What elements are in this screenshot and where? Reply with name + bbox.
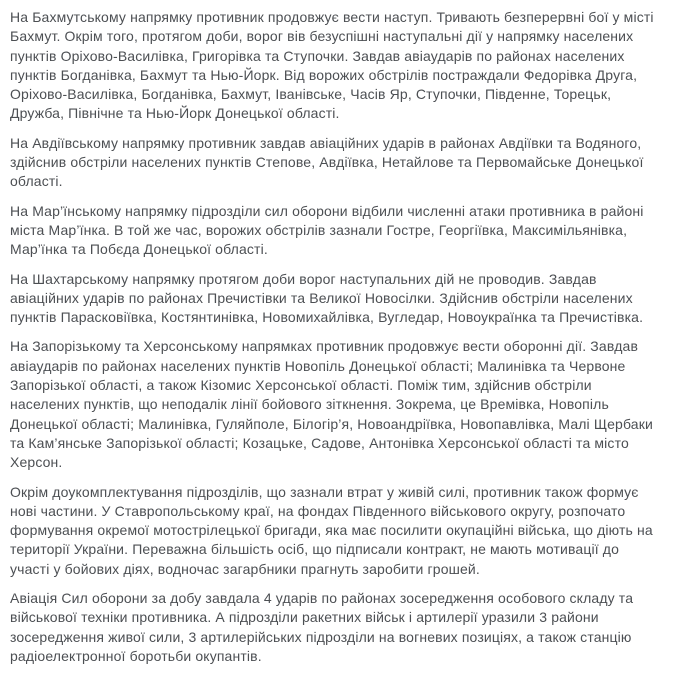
paragraph-marinka-direction: На Мар’їнському напрямку підрозділи сил оборони відбили численні атаки противника в районі міста Мар’їнка. В той же час, ворожих обстрілів зазнали Гостре, Георгіївка, Максимільянівка, Мар’їнка та Побєда Донецької області. — [10, 202, 644, 258]
paragraph-enemy-new-units: Окрім доукомплектування підрозділів, що зазнали втрат у живій силі, противник також формує нові частини. У Ставропольському краї, на фондах Південного військового округу, розпочато формування окремої мотострілецької бригади, яка має посилити окупаційні війська, що діють на території України. Переважна більшість осіб, що підписали контракт, не мають мотивації до участі у бойових діях, водночас загарбники прагнуть заробити грошей. — [10, 483, 653, 577]
paragraph-avdiivka-direction: На Авдіївському напрямку противник завдав авіаційних ударів в районах Авдіївки та Водяного, здійснив обстріли населених пунктів Степове, Авдіївка, Нетайлове та Первомайське Донецької області. — [10, 134, 644, 190]
paragraph-defense-aviation-strikes: Авіація Сил оборони за добу завдала 4 ударів по районах зосередження особового складу та військової техніки противника. А підрозділи ракетних військ і артилерії уразили 3 райони зосередження живої сили, 3 артилерійських підрозділи на вогневих позиціях, а також станцію радіоелектронної боротьби окупантів. — [10, 590, 634, 664]
paragraph-bakhmut-direction: На Бахмутському напрямку противник продовжує вести наступ. Тривають безперервні бої у місті Бахмут. Окрім того, протягом доби, ворог вів безуспішні наступальні дії у напрямку населених пунктів Оріхово-Василівка, Григорівка та Ступочки. Завдав авіаударів по районах населених пунктів Богданівка, Бахмут та Нью-Йорк. Від ворожих обстрілів постраждали Федорівка Друга, Оріхово-Василівка, Богданівка, Бахмут, Іванівське, Часів Яр, Ступочки, Південне, Торецьк, Дружба, Північне та Нью-Йорк Донецької області. — [10, 9, 654, 122]
paragraph-shakhtarske-direction: На Шахтарському напрямку протягом доби ворог наступальних дій не проводив. Завдав авіаційних ударів по районах Пречистівки та Великої Новосілки. Здійснив обстріли населених пунктів Парасковіївка, Костянтинівка, Новомихайлівка, Вугледар, Новоукраїнка та Пречистівка. — [10, 270, 644, 326]
paragraph-zaporizhzhia-kherson-direction: На Запорізькому та Херсонському напрямках противник продовжує вести оборонні дії. Завдав авіаударів по районах населених пунктів Новопіль Донецької області; Малинівка та Червоне Запорізької області, а також Кізомис Херсонської області. Поміж тим, здійснив обстріли населених пунктів, що неподалік лінії бойового зіткнення. Зокрема, це Времівка, Новопіль Донецької області; Малинівка, Гуляйполе, Білогір’я, Новоандріївка, Новопавлівка, Малі Щербаки та Кам’янське Запорізької області; Козацьке, Садове, Антонівка Херсонської області та місто Херсон. — [10, 338, 653, 471]
